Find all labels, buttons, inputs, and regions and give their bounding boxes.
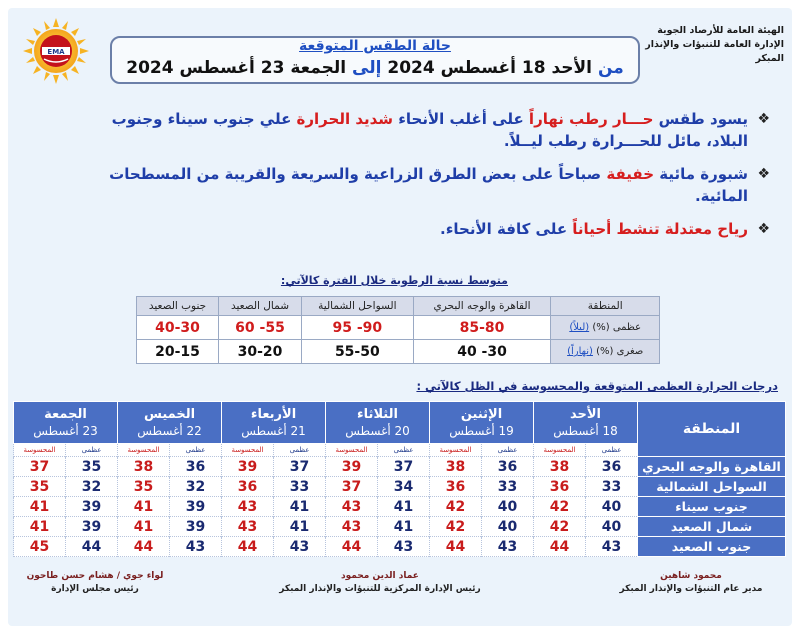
date-from: الأحد 18 أغسطس 2024 [387, 58, 593, 78]
temperature-row [14, 457, 786, 477]
humidity-value-cell: 30- 40 [413, 340, 551, 364]
feels-like-temp-cell: 38 [534, 457, 586, 477]
temperature-row [14, 517, 786, 537]
day-name: الثلاثاء [357, 406, 398, 422]
day-name: الأربعاء [250, 406, 297, 422]
feels-like-temp-cell: 38 [118, 457, 170, 477]
signature-position: رئيس مجلس الإدارة [51, 584, 139, 594]
feels-like-subheader: المحسوسة [534, 444, 586, 457]
humidity-header-cell: جنوب الصعيد [137, 297, 219, 316]
signature-1 [616, 570, 766, 596]
date-from-word: من [597, 58, 624, 78]
bullet-text: شبورة مائية [654, 165, 748, 183]
max-temp-cell: 43 [482, 537, 534, 557]
max-temp-cell: 36 [586, 457, 638, 477]
page-title: حالة الطقس المتوقعة [299, 38, 451, 54]
humidity-row [137, 340, 660, 364]
humidity-value-cell: 90- 95 [302, 316, 414, 340]
region-header: المنطقة [638, 402, 786, 457]
day-header [14, 402, 118, 444]
max-temp-cell: 41 [274, 517, 326, 537]
day-date: 23 أغسطس [33, 423, 98, 438]
feels-like-temp-cell: 44 [222, 537, 274, 557]
feels-like-temp-cell: 37 [326, 477, 378, 497]
humidity-value-cell: 30-20 [219, 340, 302, 364]
bullet-item [80, 163, 770, 207]
feels-like-subheader: المحسوسة [118, 444, 170, 457]
region-name: السواحل الشمالية [638, 477, 786, 497]
max-temp-cell: 34 [378, 477, 430, 497]
feels-like-temp-cell: 39 [222, 457, 274, 477]
bullet-text: صباحاً على بعض الطرق الزراعية والسريعة والقريبة من المسطحات المائية. [109, 165, 748, 205]
max-temp-cell: 33 [586, 477, 638, 497]
feels-like-subheader: المحسوسة [430, 444, 482, 457]
row-label-text: عظمى (%) [589, 322, 642, 333]
feels-like-temp-cell: 44 [430, 537, 482, 557]
signature-position: رئيس الإدارة المركزية للتنبؤات والإنذار المبكر [279, 584, 481, 594]
region-name: جنوب الصعيد [638, 537, 786, 557]
day-name: الجمعة [44, 406, 87, 422]
humidity-row [137, 316, 660, 340]
feels-like-temp-cell: 42 [534, 497, 586, 517]
org-line-1: الهيئة العامة للأرصاد الجوية [657, 25, 784, 36]
feels-like-temp-cell: 41 [118, 517, 170, 537]
max-subheader: عظمى [586, 444, 638, 457]
day-date: 18 أغسطس [553, 423, 618, 438]
temperature-row [14, 497, 786, 517]
bullet-item [80, 218, 770, 240]
feels-like-temp-cell: 44 [534, 537, 586, 557]
bullet-text: علي جنوب سيناء وجنوب البلاد، مائل للحـــرارة رطب ليــلاً. [111, 110, 748, 150]
max-temp-cell: 40 [482, 517, 534, 537]
feels-like-temp-cell: 38 [430, 457, 482, 477]
max-temp-cell: 39 [66, 497, 118, 517]
row-label-tag: (ليلاً) [569, 322, 590, 333]
feels-like-subheader: المحسوسة [14, 444, 66, 457]
day-header [326, 402, 430, 444]
feels-like-temp-cell: 44 [118, 537, 170, 557]
signature-name: محمود شاهين [660, 571, 722, 581]
feels-like-temp-cell: 35 [118, 477, 170, 497]
feels-like-temp-cell: 41 [118, 497, 170, 517]
feels-like-temp-cell: 36 [534, 477, 586, 497]
feels-like-temp-cell: 44 [326, 537, 378, 557]
row-label-text: صغرى (%) [592, 346, 644, 357]
title-box [110, 36, 640, 84]
bullet-text: على كافة الأنحاء. [440, 220, 573, 238]
max-temp-cell: 39 [170, 497, 222, 517]
max-temp-cell: 32 [170, 477, 222, 497]
max-temp-cell: 37 [274, 457, 326, 477]
humidity-header-row [137, 297, 660, 316]
signature-3 [20, 570, 170, 596]
temperature-day-row [14, 402, 786, 444]
max-temp-cell: 43 [586, 537, 638, 557]
feels-like-temp-cell: 36 [222, 477, 274, 497]
max-temp-cell: 40 [482, 497, 534, 517]
feels-like-temp-cell: 36 [430, 477, 482, 497]
diamond-bullet-icon: ❖ [757, 166, 770, 182]
max-subheader: عظمى [170, 444, 222, 457]
signature-position: مدير عام التنبؤات والإنذار المبكر [619, 584, 763, 594]
bullet-item [80, 108, 770, 152]
day-header [430, 402, 534, 444]
feels-like-temp-cell: 42 [430, 517, 482, 537]
feels-like-temp-cell: 43 [222, 517, 274, 537]
day-header [534, 402, 638, 444]
feels-like-temp-cell: 35 [14, 477, 66, 497]
bullet-text: على أغلب الأنحاء [393, 110, 529, 128]
max-temp-cell: 41 [378, 517, 430, 537]
feels-like-temp-cell: 39 [326, 457, 378, 477]
max-temp-cell: 41 [274, 497, 326, 517]
humidity-header-cell: السواحل الشمالية [302, 297, 414, 316]
ema-logo-icon [18, 16, 94, 86]
region-name: القاهرة والوجه البحري [638, 457, 786, 477]
day-date: 22 أغسطس [137, 423, 202, 438]
day-date: 21 أغسطس [241, 423, 306, 438]
max-temp-cell: 41 [378, 497, 430, 517]
feels-like-temp-cell: 42 [534, 517, 586, 537]
day-header [118, 402, 222, 444]
day-name: الأحد [569, 406, 601, 422]
bullet-text: يسود طقس [653, 110, 748, 128]
max-subheader: عظمى [274, 444, 326, 457]
svg-text:EMA: EMA [47, 48, 65, 56]
humidity-header-cell: القاهرة والوجه البحري [413, 297, 551, 316]
day-date: 20 أغسطس [345, 423, 410, 438]
feels-like-temp-cell: 42 [430, 497, 482, 517]
humidity-value-cell: 55- 60 [219, 316, 302, 340]
max-temp-cell: 40 [586, 497, 638, 517]
date-range [112, 58, 638, 78]
signature-name: لواء جوي / هشام حسن طاحون [26, 571, 164, 581]
max-subheader: عظمى [66, 444, 118, 457]
max-temp-cell: 35 [66, 457, 118, 477]
forecast-bullets [80, 108, 770, 251]
bullet-text: شديد الحرارة [296, 110, 394, 128]
bullet-text: خفيفة [606, 165, 655, 183]
bullet-text: حـــار رطب نهاراً [528, 110, 654, 128]
feels-like-temp-cell: 41 [14, 517, 66, 537]
max-temp-cell: 43 [378, 537, 430, 557]
max-temp-cell: 33 [274, 477, 326, 497]
bullet-text: رياح معتدلة تنشط أحياناً [572, 220, 748, 238]
temperature-title: درجات الحرارة العظمى المتوقعة والمحسوسة في الظل كالآتي : [416, 379, 778, 393]
temperature-row [14, 537, 786, 557]
humidity-value-cell: 85-80 [413, 316, 551, 340]
temperature-row [14, 477, 786, 497]
feels-like-temp-cell: 43 [326, 517, 378, 537]
feels-like-temp-cell: 45 [14, 537, 66, 557]
max-temp-cell: 36 [482, 457, 534, 477]
feels-like-temp-cell: 37 [14, 457, 66, 477]
max-temp-cell: 33 [482, 477, 534, 497]
max-temp-cell: 43 [170, 537, 222, 557]
region-name: شمال الصعيد [638, 517, 786, 537]
humidity-header-cell: شمال الصعيد [219, 297, 302, 316]
diamond-bullet-icon: ❖ [757, 221, 770, 237]
max-subheader: عظمى [378, 444, 430, 457]
diamond-bullet-icon: ❖ [757, 111, 770, 127]
feels-like-temp-cell: 41 [14, 497, 66, 517]
region-name: جنوب سيناء [638, 497, 786, 517]
max-temp-cell: 40 [586, 517, 638, 537]
humidity-value-cell: 40-30 [137, 316, 219, 340]
max-temp-cell: 44 [66, 537, 118, 557]
max-temp-cell: 32 [66, 477, 118, 497]
max-temp-cell: 36 [170, 457, 222, 477]
humidity-value-cell: 20-15 [137, 340, 219, 364]
max-subheader: عظمى [482, 444, 534, 457]
feels-like-subheader: المحسوسة [222, 444, 274, 457]
max-temp-cell: 39 [170, 517, 222, 537]
day-date: 19 أغسطس [449, 423, 514, 438]
feels-like-temp-cell: 43 [222, 497, 274, 517]
humidity-row-label [551, 316, 660, 340]
max-temp-cell: 43 [274, 537, 326, 557]
humidity-header-cell: المنطقة [551, 297, 660, 316]
date-to-word: إلى [352, 58, 382, 78]
max-temp-cell: 39 [66, 517, 118, 537]
max-temp-cell: 37 [378, 457, 430, 477]
temperature-table [13, 401, 786, 557]
feels-like-temp-cell: 43 [326, 497, 378, 517]
day-name: الإثنين [460, 406, 503, 422]
day-name: الخميس [143, 406, 196, 422]
humidity-row-label [551, 340, 660, 364]
humidity-table [136, 296, 660, 364]
org-line-2: الإدارة العامة للتنبؤات والإنذار المبكر [645, 39, 784, 64]
row-label-tag: (نهاراً) [567, 346, 593, 357]
feels-like-subheader: المحسوسة [326, 444, 378, 457]
signature-name: عماد الدين محمود [341, 571, 419, 581]
humidity-value-cell: 55-50 [302, 340, 414, 364]
signature-2 [250, 570, 510, 596]
humidity-title: متوسط نسبة الرطوبة خلال الفترة كالآتي: [280, 274, 508, 287]
day-header [222, 402, 326, 444]
date-to: الجمعة 23 أغسطس 2024 [126, 58, 347, 78]
